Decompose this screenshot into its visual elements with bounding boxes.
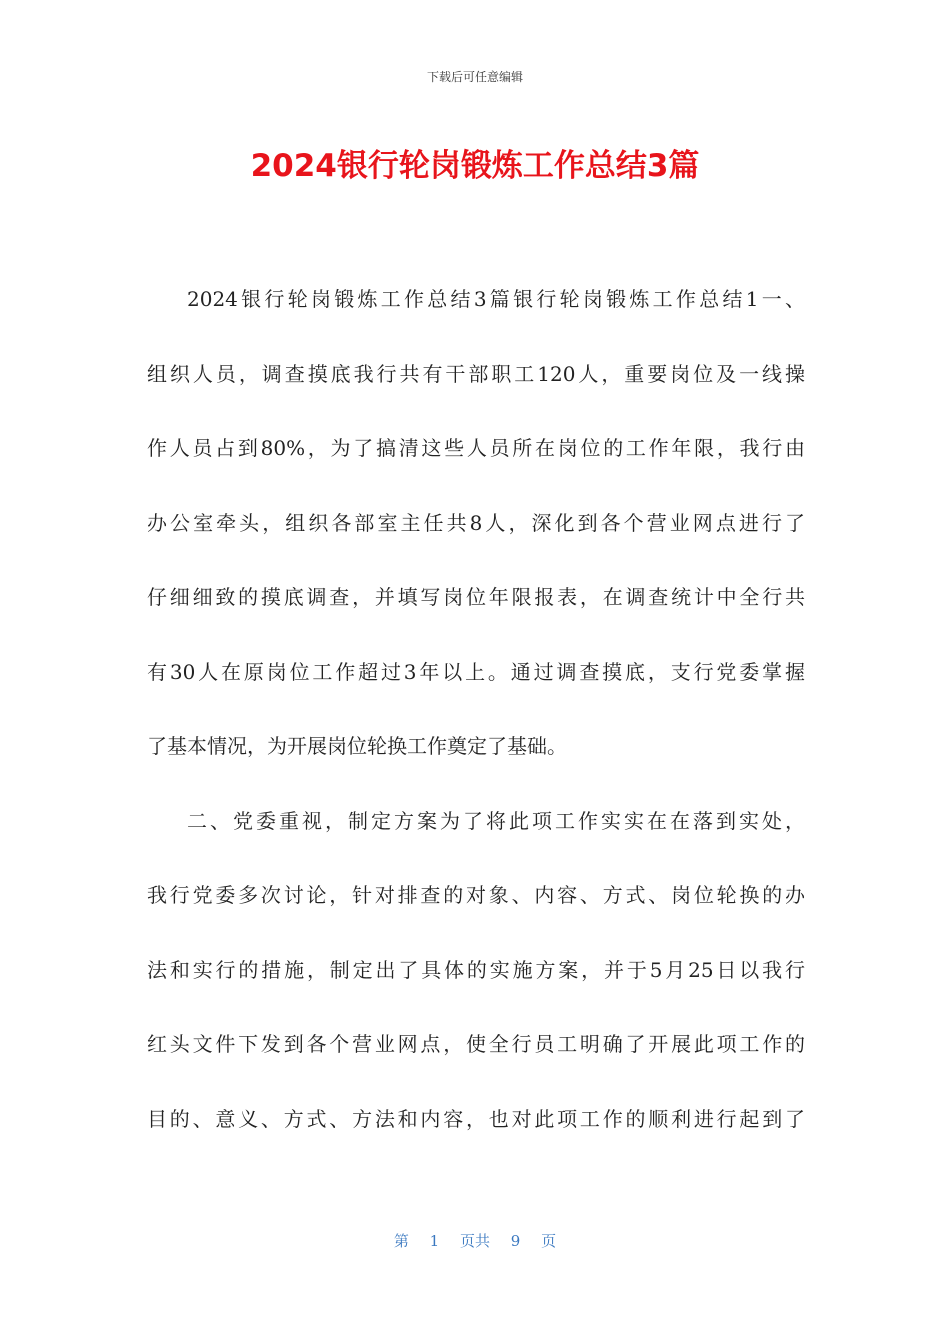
body-line: 我行党委多次讨论，针对排查的对象、内容、方式、岗位轮换的办 [147,883,805,907]
document-title: 2024银行轮岗锻炼工作总结3篇 [250,148,700,184]
body-line: 2024银行轮岗锻炼工作总结3篇银行轮岗锻炼工作总结1一、 [187,287,805,311]
current-page-number: 1 [429,1232,440,1250]
body-line: 有30人在原岗位工作超过3年以上。通过调查摸底，支行党委掌握 [147,659,805,684]
page-header-note: 下载后可任意编辑 [426,70,523,84]
document-body [147,262,805,1156]
footer-mid: 页共 [459,1232,490,1250]
body-line: 组织人员，调查摸底我行共有干部职工120人，重要岗位及一线操 [147,361,805,386]
paragraph-2 [147,784,805,1157]
body-line: 红头文件下发到各个营业网点，使全行员工明确了开展此项工作的 [147,1032,805,1056]
body-line: 二、党委重视，制定方案为了将此项工作实实在在落到实处， [187,808,805,833]
paragraph-1 [147,262,805,784]
page-footer [0,1230,950,1251]
footer-prefix: 第 [393,1232,409,1250]
total-pages-number: 9 [510,1232,521,1250]
body-line: 了基本情况，为开展岗位轮换工作奠定了基础。 [147,734,567,758]
body-line: 法和实行的措施，制定出了具体的实施方案，并于5月25日以我行 [147,957,805,982]
body-line: 办公室牵头，组织各部室主任共8人，深化到各个营业网点进行了 [147,510,805,535]
body-line: 作人员占到80%，为了搞清这些人员所在岗位的工作年限，我行由 [147,436,805,460]
body-line: 目的、意义、方式、方法和内容，也对此项工作的顺利进行起到了 [147,1106,805,1131]
footer-suffix: 页 [541,1232,557,1250]
body-line: 仔细细致的摸底调查，并填写岗位年限报表，在调查统计中全行共 [147,585,805,609]
